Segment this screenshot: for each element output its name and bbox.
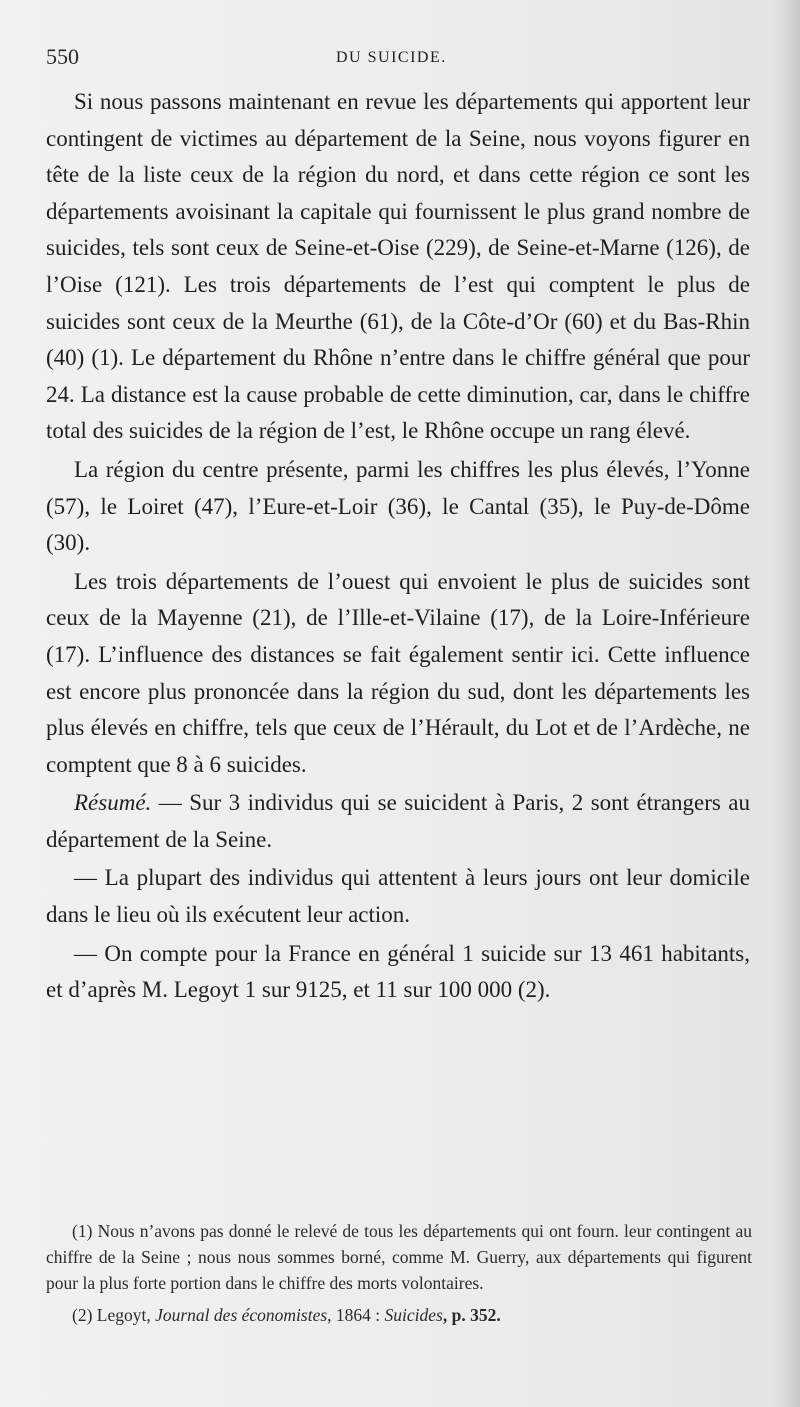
paragraph-domicile: — La plupart des individus qui attentent à leurs jours ont leur domicile dans le lieu où ils exécutent leur action.	[46, 865, 750, 928]
footnote-2-journal: Journal des économistes	[155, 1305, 328, 1325]
page-header	[46, 44, 752, 80]
body-text	[46, 84, 750, 1011]
paragraph-regions-north-east: Si nous passons maintenant en revue les départements qui apportent leur contingent de victimes au département de la Seine, nous voyons figurer en tête de la liste ceux de la région du nord, et dans cette région ce sont les départements avoisinant la capitale qui fournissent le plus grand nombre de suicides, tels sont ceux de Seine-et-Oise (229), de Seine-et-Marne (126), de l’Oise (121). Les trois départements de l’est qui comptent le plus de suicides sont ceux de la Meurthe (61), de la Côte-d’Or (60) et du Bas-Rhin (40) (1). Le département du Rhône n’entre dans le chiffre général que pour 24. La distance est la cause probable de cette diminution, car, dans le chiffre total des suicides de la région de l’est, le Rhône occupe un rang élevé.	[46, 89, 750, 444]
running-title: DU SUICIDE.	[336, 49, 447, 66]
resume-text: — Sur 3 individus qui se suicident à Paris, 2 sont étrangers au département de la Seine.	[46, 790, 750, 852]
paragraph-regions-west-south: Les trois départements de l’ouest qui envoient le plus de suicides sont ceux de la Mayenne (21), de l’Ille-et-Vilaine (17), de la Loire-Inférieure (17). L’influence des distances se fait également sentir ici. Cette influence est encore plus prononcée dans la région du sud, dont les départements les plus élevés en chiffre, tels que ceux de l’Hérault, du Lot et de l’Ardèche, ne comptent que 8 à 6 suicides.	[46, 568, 750, 777]
page-number: 550	[46, 44, 79, 69]
footnote-2-mid: , 1864 :	[327, 1305, 385, 1325]
paragraph-region-centre: La région du centre présente, parmi les chiffres les plus élevés, l’Yonne (57), le Loiret (47), l’Eure-et-Loir (36), le Cantal (35), le Puy-de-Dôme (30).	[46, 456, 750, 556]
footnote-2-suicides: Suicides	[384, 1305, 443, 1325]
footnote-2-page: , p. 352.	[442, 1305, 501, 1325]
footnote-2	[46, 1302, 752, 1328]
paragraph-statistics: — On compte pour la France en général 1 suicide sur 13 461 habitants, et d’après M. Legoyt 1 sur 9125, et 11 sur 100 000 (2).	[46, 940, 750, 1003]
footnotes	[46, 1218, 752, 1334]
paragraph-resume	[46, 785, 750, 858]
footnote-1: (1) Nous n’avons pas donné le relevé de tous les départements qui ont fourn. leur contingent au chiffre de la Seine ; nous nous sommes borné, comme M. Guerry, aux départements qui figurent pour la plus forte portion dans le chiffre des morts volontaires.	[46, 1221, 752, 1293]
resume-label: Résumé.	[74, 790, 152, 816]
page-edge-shadow	[774, 0, 800, 1407]
footnote-2-prefix: (2) Legoyt,	[72, 1305, 156, 1325]
